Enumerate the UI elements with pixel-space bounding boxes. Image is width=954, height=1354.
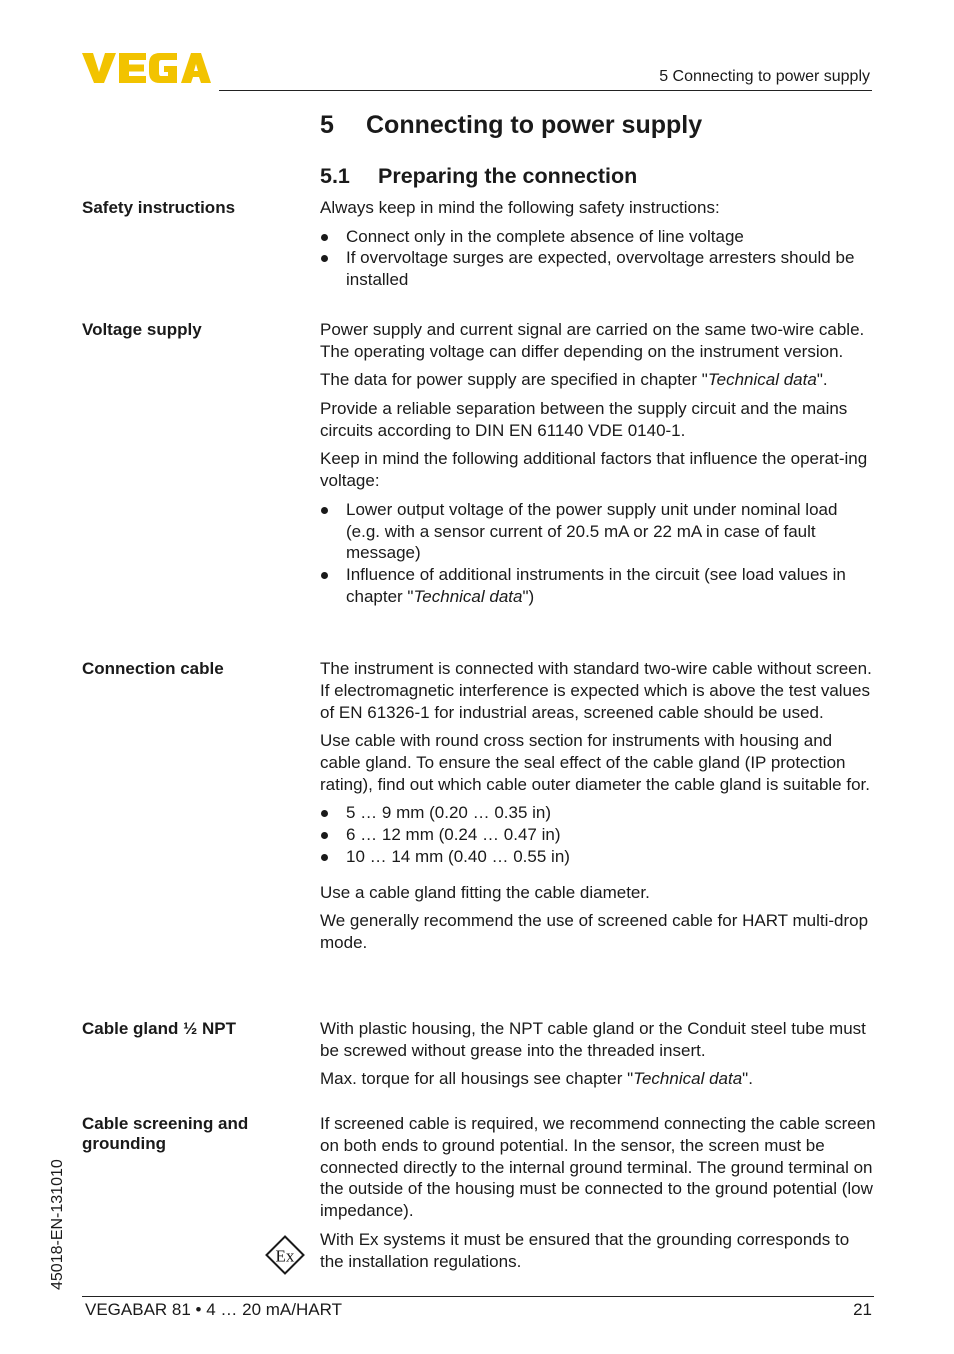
bullet-icon [321,572,328,579]
footer-rule [82,1296,874,1297]
chapter-reference: Technical data [707,370,817,390]
safety-intro: Always keep in mind the following safety instructions: [320,198,720,217]
list-item: Connect only in the complete absence of line voltage [320,226,876,248]
gland-block [320,1018,876,1097]
chapter-reference: Technical data [633,1069,743,1089]
bullet-icon [321,234,328,241]
screening-p2: With Ex systems it must be ensured that the grounding corresponds to the installation regulations. [320,1229,850,1271]
screening-label: Cable screening and grounding [82,1114,249,1153]
list-item: If overvoltage surges are expected, overvoltage arresters should be installed [320,247,876,291]
cable-diameter-list [320,802,876,867]
list-item: 10 … 14 mm (0.40 … 0.55 in) [320,846,876,868]
cable-p3: Use a cable gland fitting the cable diameter. [320,882,650,902]
list-item: Lower output voltage of the power supply unit under nominal load (e.g. with a sensor current of 20.5 mA or 22 mA in case of fault message) [320,499,876,564]
list-item: Influence of additional instruments in the circuit (see load values in chapter "Technical data") [320,564,876,608]
voltage-p4: Keep in mind the following additional factors that influence the operat-ing voltage: [320,449,868,491]
voltage-label: Voltage supply [82,320,202,339]
section-title-text: Preparing the connection [378,164,638,188]
running-header: 5 Connecting to power supply [659,68,870,85]
screening-p1: If screened cable is required, we recommend connecting the cable screen on both ends to ground potential. In the sensor, the screen must be connected directly to the internal ground terminal. The ground terminal on the outside of the housing must be connected to the ground potential (low impedance). [320,1114,876,1221]
vega-logo [82,52,212,84]
cable-block [320,658,876,961]
chapter-title-text: Connecting to power supply [366,111,703,139]
gland-label: Cable gland ½ NPT [82,1019,236,1038]
chapter-title [320,111,702,140]
cable-p4: We generally recommend the use of screened cable for HART multi-drop mode. [320,911,869,953]
voltage-p2: The data for power supply are specified in chapter "Technical data". [320,370,828,390]
safety-list [320,226,876,291]
bullet-icon [321,810,328,817]
voltage-block [320,319,876,615]
bullet-icon [321,854,328,861]
voltage-p3: Provide a reliable separation between the supply circuit and the mains circuits according to DIN EN 61140 VDE 0140-1. [320,398,848,440]
cable-p2: Use cable with round cross section for instruments with housing and cable gland. To ensure the seal effect of the cable gland (IP protection rating), find out which cable outer diameter the cable gland is suitable for. [320,731,870,794]
document-id: 45018-EN-131010 [49,1159,66,1290]
cable-p1: The instrument is connected with standard two-wire cable without screen. If electromagnetic interference is expected which is above the test values of EN 61326-1 for industrial areas, screened cable should be used. [320,659,872,722]
svg-text:Ex: Ex [275,1246,295,1266]
section-number: 5.1 [320,164,350,188]
chapter-reference: Technical data [413,586,523,606]
screening-block [320,1113,876,1279]
bullet-icon [321,255,328,262]
chapter-number: 5 [320,111,334,139]
bullet-icon [321,507,328,514]
bullet-icon [321,832,328,839]
list-item: 6 … 12 mm (0.24 … 0.47 in) [320,824,876,846]
safety-block [320,197,876,298]
gland-p2: Max. torque for all housings see chapter "Technical data". [320,1069,753,1089]
ex-explosion-protection-icon [265,1235,305,1275]
header-rule [219,90,872,91]
list-item: 5 … 9 mm (0.20 … 0.35 in) [320,802,876,824]
cable-label: Connection cable [82,659,224,678]
voltage-p1: Power supply and current signal are carried on the same two-wire cable. The operating voltage can differ depending on the instrument version. [320,320,865,361]
safety-label: Safety instructions [82,198,236,217]
product-name: VEGABAR 81 • 4 … 20 mA/HART [85,1300,342,1319]
section-title [320,164,637,189]
voltage-list [320,499,876,608]
gland-p1: With plastic housing, the NPT cable gland or the Conduit steel tube must be screwed without grease into the threaded insert. [320,1019,866,1060]
page-number: 21 [853,1300,872,1319]
